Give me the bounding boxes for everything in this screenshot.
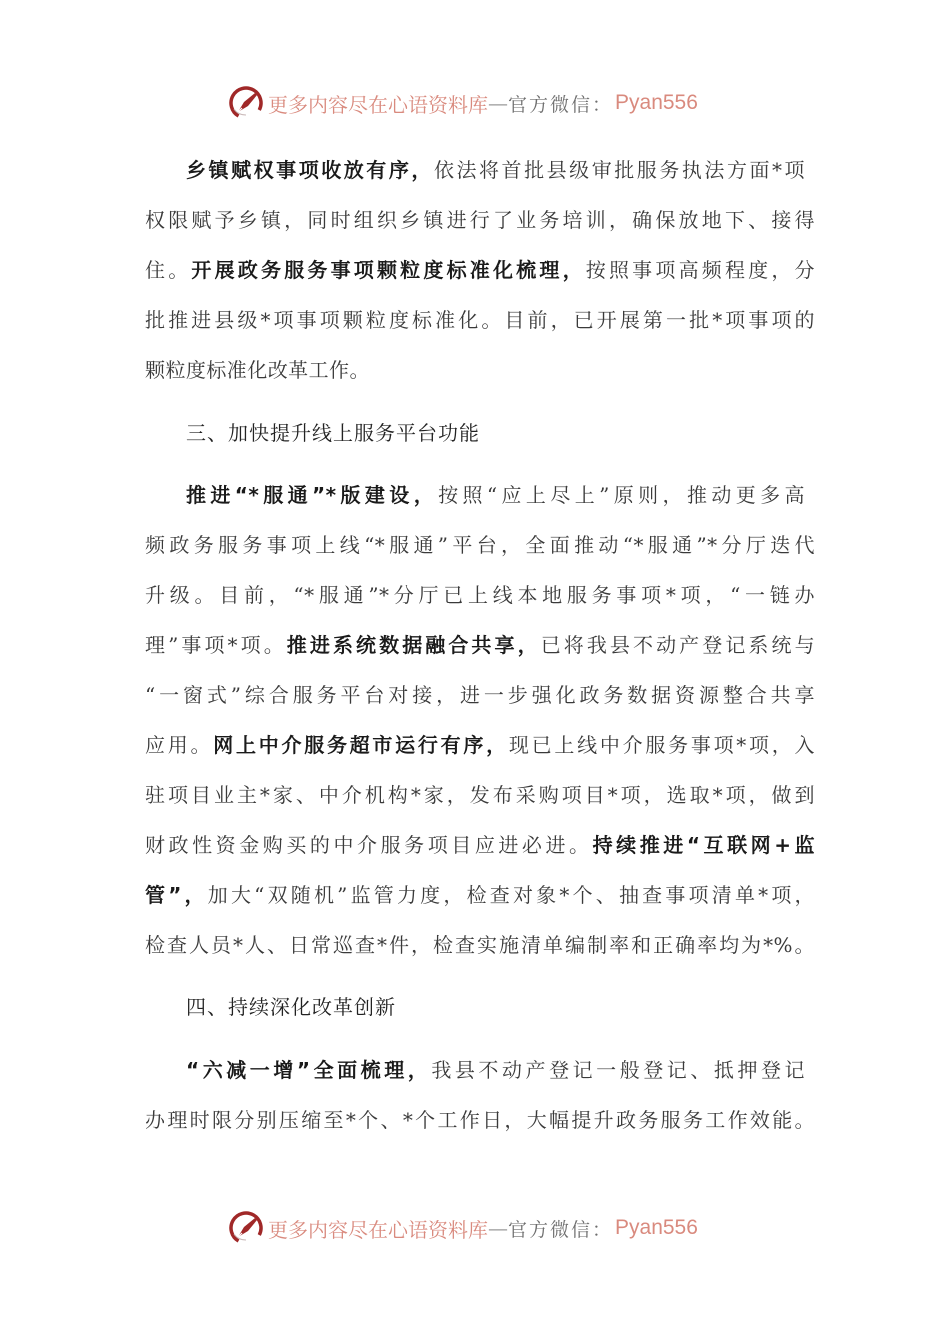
bold-lead: 持续推进“互联网+监: [592, 833, 815, 857]
line-text: 按照事项高频程度，分: [585, 258, 816, 282]
bold-lead: 网上中介服务超市运行有序，: [213, 733, 509, 757]
line-text: 加大“双随机”监管力度，检查对象*个、抽查事项清单*项，: [207, 883, 815, 907]
bold-lead: “六减一增”全面梳理，: [186, 1058, 432, 1082]
pen-nib-logo-icon: [228, 85, 264, 121]
footer-banner: [228, 1208, 698, 1248]
text-line: [186, 1055, 805, 1085]
text-line: 频政务服务事项上线“*服通”平台，全面推动“*服通”*分厅迭代: [145, 533, 815, 557]
wechat-label: 官方微信：: [508, 1218, 614, 1241]
bold-lead: 推进系统数据融合共享，: [286, 633, 541, 657]
bold-lead: 乡镇赋权事项收放有序，: [186, 158, 434, 182]
wechat-id: Pyan556: [615, 91, 698, 114]
wechat-id: Pyan556: [615, 1216, 698, 1239]
text-line: “一窗式”综合服务平台对接，进一步强化政务数据资源整合共享: [145, 683, 815, 707]
text-line: 升级。目前，“*服通”*分厅已上线本地服务事项*项，“一链办: [145, 583, 815, 607]
divider-dash: —: [488, 91, 508, 115]
text-line: [145, 630, 815, 660]
text-line: 批推进县级*项事项颗粒度标准化。目前，已开展第一批*项事项的: [145, 308, 815, 332]
text-line: [186, 480, 805, 510]
line-text: 依法将首批县级审批服务执法方面*项: [433, 158, 806, 182]
text-line: 检查人员*人、日常巡查*件，检查实施清单编制率和正确率均为*%。: [145, 933, 815, 957]
text-line: 颗粒度标准化改革工作。: [145, 358, 370, 382]
text-line: 驻项目业主*家、中介机构*家，发布采购项目*项，选取*项，做到: [145, 783, 815, 807]
promo-text: 更多内容尽在心语资料库: [268, 1217, 488, 1242]
text-line: 权限赋予乡镇，同时组织乡镇进行了业务培训，确保放地下、接得: [145, 208, 815, 232]
line-text: 应用。: [145, 733, 214, 757]
line-text: 住。: [145, 258, 192, 282]
bold-lead: 管”，: [145, 883, 208, 907]
pen-nib-logo-icon: [228, 1210, 264, 1246]
line-text: 现已上线中介服务事项*项，入: [508, 733, 815, 757]
header-banner: [228, 83, 698, 123]
text-line: [145, 880, 815, 910]
text-line: [186, 155, 805, 185]
bold-lead: 开展政务服务事项颗粒度标准化梳理，: [191, 258, 586, 282]
text-line: 办理时限分别压缩至*个、*个工作日，大幅提升政务服务工作效能。: [145, 1108, 815, 1132]
line-text: 已将我县不动产登记系统与: [540, 633, 816, 657]
line-text: 我县不动产登记一般登记、抵押登记: [431, 1058, 805, 1082]
line-text: 理”事项*项。: [145, 633, 287, 657]
text-line: [145, 730, 815, 760]
text-line: [145, 255, 815, 285]
line-text: 按照“应上尽上”原则，推动更多高: [438, 483, 805, 507]
section-heading-4: 四、持续深化改革创新: [186, 995, 396, 1019]
line-text: 财政性资金购买的中介服务项目应进必进。: [145, 833, 593, 857]
text-line: [145, 830, 815, 860]
bold-lead: 推进“*服通”*版建设，: [186, 483, 439, 507]
promo-text: 更多内容尽在心语资料库: [268, 92, 488, 117]
wechat-label: 官方微信：: [508, 93, 614, 116]
section-heading-3: 三、加快提升线上服务平台功能: [186, 421, 480, 445]
divider-dash: —: [488, 1216, 508, 1240]
